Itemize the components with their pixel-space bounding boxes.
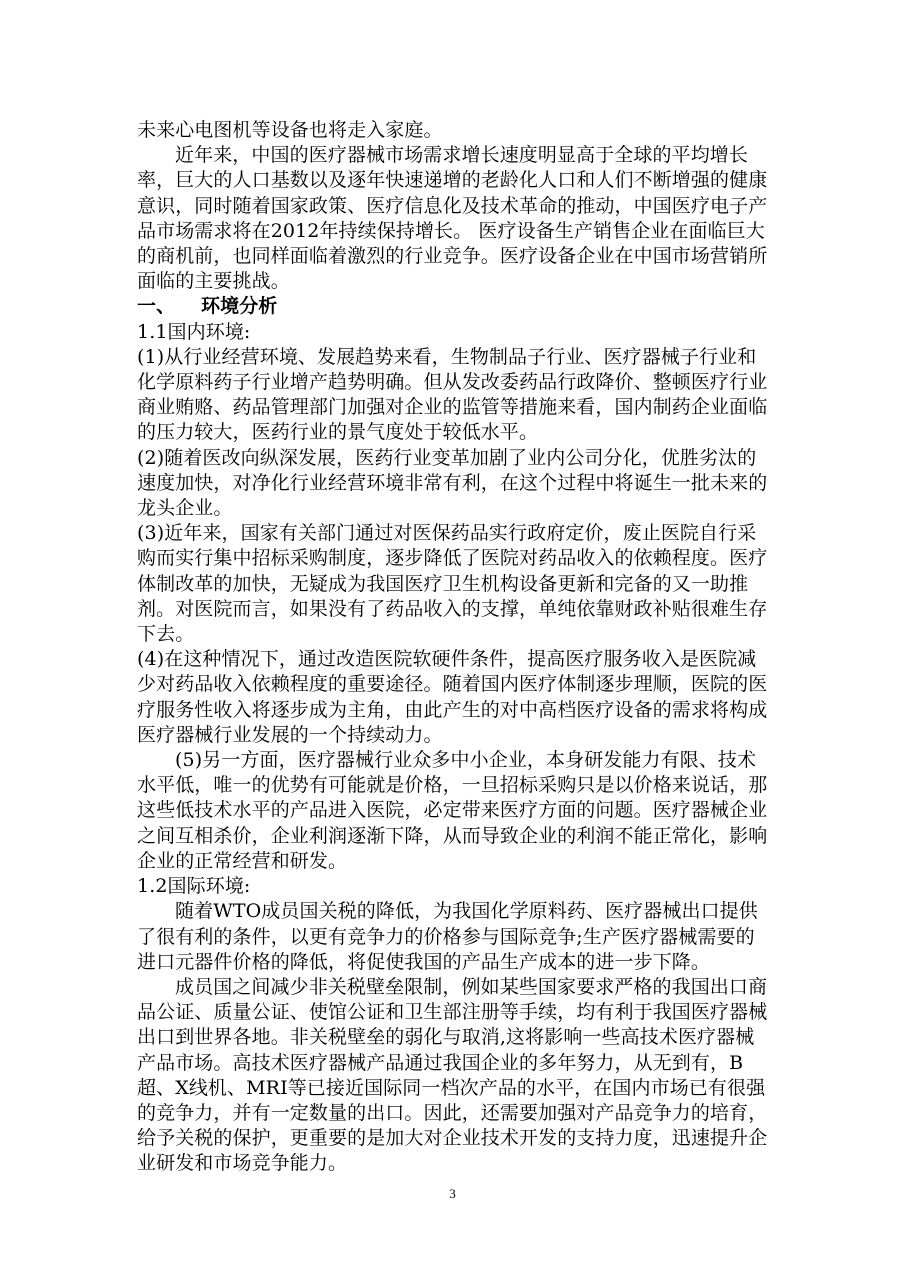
paragraph-international-1: 随着WTO成员国关税的降低，为我国化学原料药、医疗器械出口提供了很有利的条件，以更有竞争力的价格参与国际竞争;生产医疗器械需要的进口元器件价格的降低，将促使我国的产品生产成本的进一步下降。 bbox=[137, 900, 758, 973]
paragraph-domestic-1: (1)从行业经营环境、发展趋势来看，生物制品子行业、医疗器械子行业和化学原料药子行业增产趋势明确。但从发改委药品行政降价、整顿医疗行业商业贿赂、药品管理部门加强对企业的监管等措施来看，国内制药企业面临的压力较大，医药行业的景气度处于较低水平。 bbox=[137, 345, 768, 444]
paragraph-domestic-3: (3)近年来，国家有关部门通过对医保药品实行政府定价，废止医院自行采购而实行集中招标采购制度，逐步降低了医院对药品收入的依赖程度。医疗体制改革的加快，无疑成为我国医疗卫生机构设备更新和完备的又一助推剂。对医院而言，如果没有了药品收入的支撑，单纯依靠财政补贴很难生存下去。 bbox=[137, 522, 768, 646]
subheading-domestic-environment: 1.1国内环境: bbox=[137, 320, 251, 343]
paragraph-domestic-5: (5)另一方面，医疗器械行业众多中小企业，本身研发能力有限、技术水平低，唯一的优势有可能就是价格，一旦招标采购只是以价格来说话，那这些低技术水平的产品进入医院，必定带来医疗方面的问题。医疗器械企业之间互相杀价，企业利润逐渐下降，从而导致企业的利润不能正常化，影响企业的正常经营和研发。 bbox=[137, 749, 768, 872]
section-heading-environment-analysis bbox=[137, 294, 773, 319]
section-heading-number: 一、 bbox=[137, 295, 176, 318]
paragraph-international-2: 成员国之间减少非关税壁垒限制，例如某些国家要求严格的我国出口商品公证、质量公证、使馆公证和卫生部注册等手续，均有利于我国医疗器械出口到世界各地。非关税壁垒的弱化与取消,这将影响一些高技术医疗器械产品市场。高技术医疗器械产品通过我国企业的多年努力，从无到有，B超、X线机、MRI等已接近国际同一档次产品的水平，在国内市场已有很强的竞争力，并有一定数量的出口。因此，还需要加强对产品竞争力的培育，给予关税的保护，更重要的是加大对企业技术开发的支持力度，迅速提升企业研发和市场竞争能力。 bbox=[137, 975, 768, 1175]
paragraph-domestic-2: (2)随着医改向纵深发展，医药行业变革加剧了业内公司分化，优胜劣汰的速度加快，对净化行业经营环境非常有利，在这个过程中将诞生一批未来的龙头企业。 bbox=[137, 446, 768, 520]
subheading-international-environment: 1.2国际环境: bbox=[137, 875, 251, 898]
page-number: 3 bbox=[449, 1186, 456, 1201]
paragraph-intro-continuation: 未来心电图机等设备也将走入家庭。 bbox=[137, 119, 443, 141]
section-heading-text: 环境分析 bbox=[201, 295, 278, 318]
page-body bbox=[137, 118, 773, 1177]
paragraph-domestic-4: (4)在这种情况下，通过改造医院软硬件条件，提高医疗服务收入是医院减少对药品收入依赖程度的重要途径。随着国内医疗体制逐步理顺，医院的医疗服务性收入将逐步成为主角，由此产生的对中高档医疗设备的需求将构成医疗器械行业发展的一个持续动力。 bbox=[137, 648, 768, 746]
paragraph-market-overview: 近年来，中国的医疗器械市场需求增长速度明显高于全球的平均增长率，巨大的人口基数以及逐年快速递增的老龄化人口和人们不断增强的健康意识，同时随着国家政策、医疗信息化及技术革命的推动，中国医疗电子产品市场需求将在2012年持续保持增长。 医疗设备生产销售企业在面临巨大的商机前，也同样面临着激烈的行业竞争。医疗设备企业在中国市场营销所面临的主要挑战。 bbox=[137, 144, 768, 293]
